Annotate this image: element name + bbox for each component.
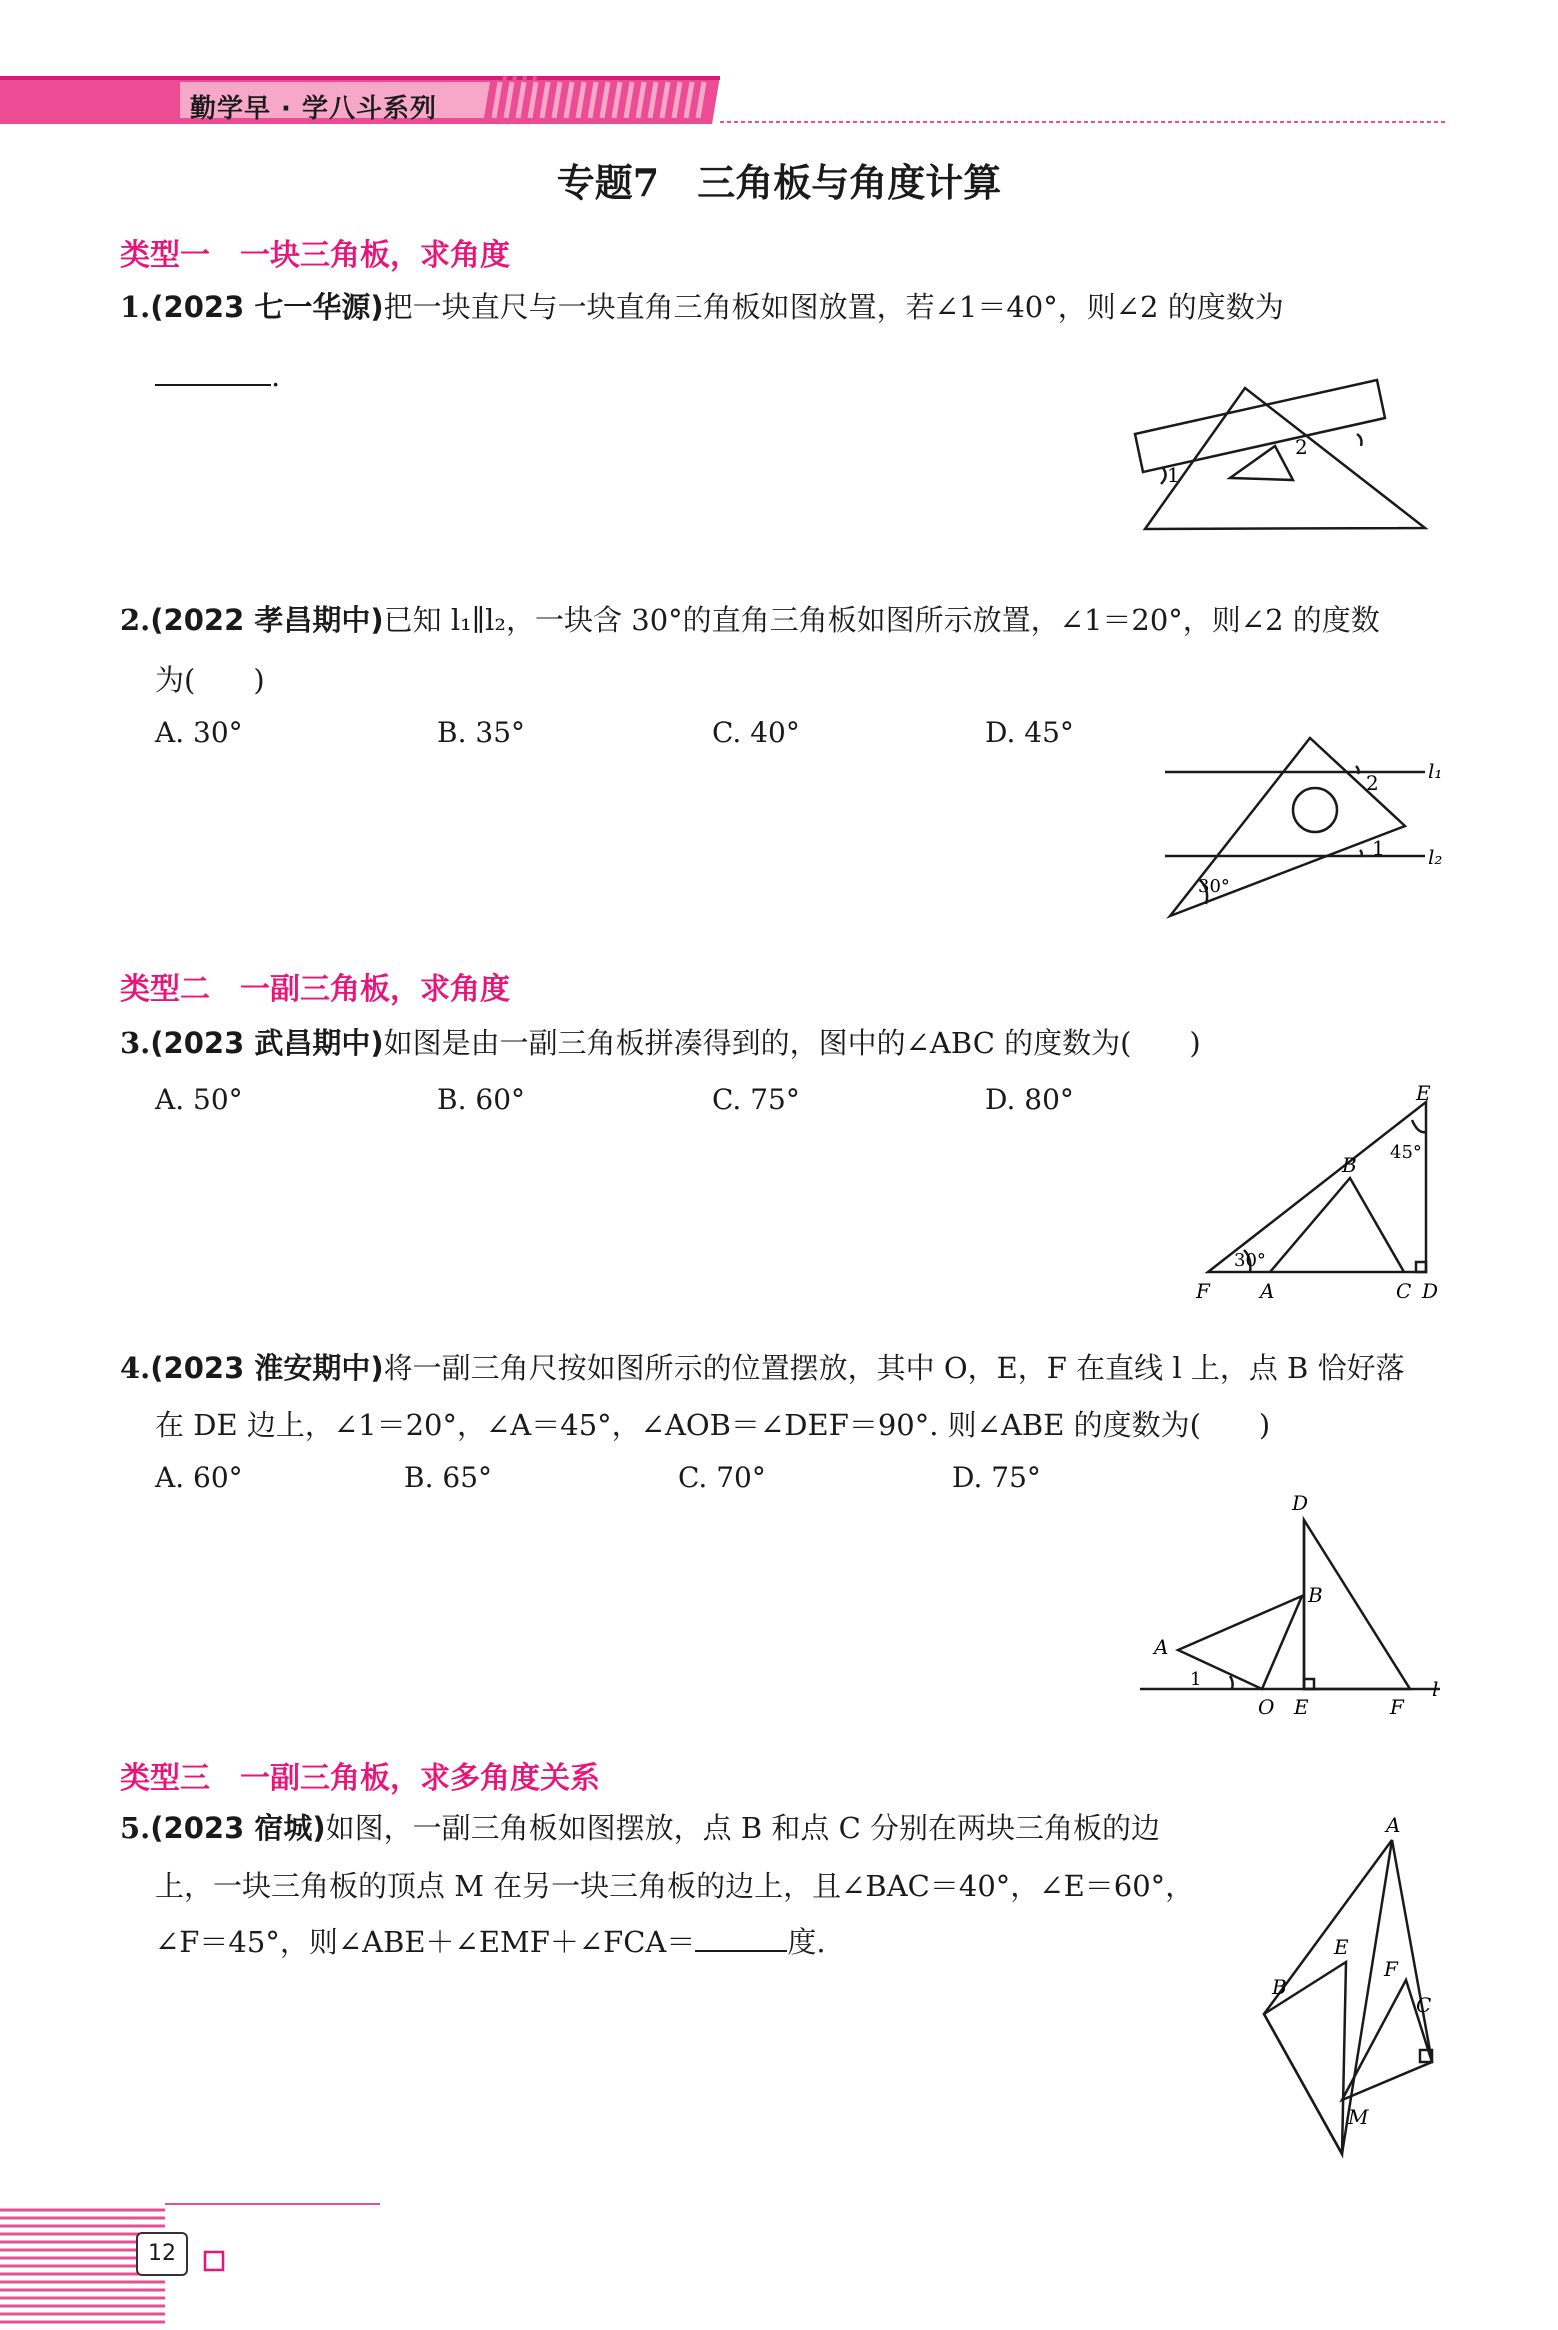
question-text: 如图是由一副三角板拼凑得到的，图中的∠ABC 的度数为( )	[383, 1026, 1201, 1060]
point-label: M	[1348, 2105, 1369, 2129]
option-a[interactable]: A. 30°	[155, 716, 243, 749]
angle-label: 1	[1190, 1669, 1202, 1690]
option-d[interactable]: D. 75°	[952, 1461, 1041, 1494]
option-b[interactable]: B. 65°	[404, 1461, 493, 1494]
point-label: F	[1390, 1695, 1404, 1719]
option-a[interactable]: A. 60°	[155, 1461, 243, 1494]
question-1-answer-line	[155, 352, 280, 393]
section-heading-2: 类型二 一副三角板，求角度	[120, 972, 510, 1007]
option-c[interactable]: C. 40°	[712, 716, 800, 749]
angle-label: 30°	[1198, 876, 1230, 897]
question-source: (2023 淮安期中)	[150, 1351, 384, 1385]
point-label: D	[1292, 1491, 1309, 1515]
question-source: (2023 宿城)	[150, 1811, 326, 1845]
point-label: A	[1260, 1279, 1275, 1303]
question-number: 5.	[120, 1811, 151, 1845]
question-text: 把一块直尺与一块直角三角板如图放置，若∠1＝40°，则∠2 的度数为	[383, 290, 1284, 324]
figure-2	[1160, 730, 1460, 920]
option-d[interactable]: D. 80°	[985, 1083, 1074, 1116]
point-label: A	[1386, 1813, 1401, 1837]
figure-5	[1250, 1810, 1450, 2170]
figure-3	[1190, 1080, 1460, 1310]
question-number: 3.	[120, 1026, 151, 1060]
option-b[interactable]: B. 60°	[437, 1083, 526, 1116]
point-label: C	[1416, 1993, 1432, 2017]
figure-4	[1130, 1480, 1460, 1720]
page-number: 12	[136, 2232, 188, 2276]
option-b[interactable]: B. 35°	[437, 716, 526, 749]
line-label: l	[1432, 1677, 1439, 1701]
point-label: O	[1258, 1695, 1275, 1719]
angle-label: 1	[1372, 836, 1385, 860]
line-label: l₁	[1428, 759, 1443, 783]
question-number: 2.	[120, 603, 151, 637]
series-title: 勤学早 · 学八斗系列	[190, 94, 437, 124]
point-label: C	[1396, 1279, 1412, 1303]
question-4	[120, 1348, 1405, 1388]
question-text: 将一副三角尺按如图所示的位置摆放，其中 O，E，F 在直线 l 上，点 B 恰好落	[383, 1351, 1405, 1385]
answer-blank[interactable]	[695, 1920, 787, 1952]
question-text: 如图，一副三角板如图摆放，点 B 和点 C 分别在两块三角板的边	[325, 1811, 1160, 1845]
option-d[interactable]: D. 45°	[985, 716, 1074, 749]
question-text: 为( )	[155, 663, 265, 697]
question-text: 在 DE 边上，∠1＝20°，∠A＝45°，∠AOB＝∠DEF＝90°. 则∠ABE 的度数为( )	[155, 1408, 1271, 1442]
question-source: (2023 武昌期中)	[150, 1026, 384, 1060]
point-label: B	[1308, 1583, 1323, 1607]
point-label: B	[1342, 1153, 1357, 1177]
answer-blank[interactable]	[155, 352, 271, 386]
page-title: 专题7 三角板与角度计算	[556, 160, 1002, 205]
angle-label: 30°	[1234, 1250, 1266, 1271]
angle-label: 2	[1295, 435, 1308, 459]
question-tail: .	[271, 359, 281, 393]
question-number: 1.	[120, 290, 151, 324]
point-label: F	[1196, 1279, 1210, 1303]
point-label: F	[1384, 1957, 1398, 1981]
option-c[interactable]: C. 70°	[678, 1461, 766, 1494]
question-text: 已知 l₁∥l₂，一块含 30°的直角三角板如图所示放置，∠1＝20°，则∠2 的度数	[383, 603, 1380, 637]
question-tail: 度.	[787, 1925, 826, 1959]
point-label: D	[1422, 1279, 1439, 1303]
figure-1	[1125, 370, 1445, 540]
point-label: A	[1154, 1635, 1169, 1659]
point-label: E	[1294, 1695, 1309, 1719]
question-text: 上，一块三角板的顶点 M 在另一块三角板的边上，且∠BAC＝40°，∠E＝60°，	[155, 1869, 1195, 1903]
question-text: ∠F＝45°，则∠ABE＋∠EMF＋∠FCA＝	[155, 1925, 696, 1959]
footer-stripes	[0, 2200, 400, 2330]
question-5	[120, 1808, 1160, 1848]
question-source: (2022 孝昌期中)	[150, 603, 384, 637]
angle-label: 2	[1366, 771, 1379, 795]
point-label: E	[1416, 1081, 1431, 1105]
point-label: E	[1334, 1935, 1349, 1959]
question-2	[120, 600, 1380, 640]
angle-label: 1	[1167, 463, 1180, 487]
question-5-last-line	[155, 1920, 826, 1961]
point-label: B	[1272, 1975, 1287, 1999]
question-source: (2023 七一华源)	[150, 290, 384, 324]
line-label: l₂	[1428, 845, 1443, 869]
question-3	[120, 1023, 1201, 1063]
option-a[interactable]: A. 50°	[155, 1083, 243, 1116]
angle-label: 45°	[1390, 1142, 1422, 1163]
option-c[interactable]: C. 75°	[712, 1083, 800, 1116]
section-heading-3: 类型三 一副三角板，求多角度关系	[120, 1761, 600, 1796]
section-heading-1: 类型一 一块三角板，求角度	[120, 238, 510, 273]
question-number: 4.	[120, 1351, 151, 1385]
question-1	[120, 287, 1284, 327]
